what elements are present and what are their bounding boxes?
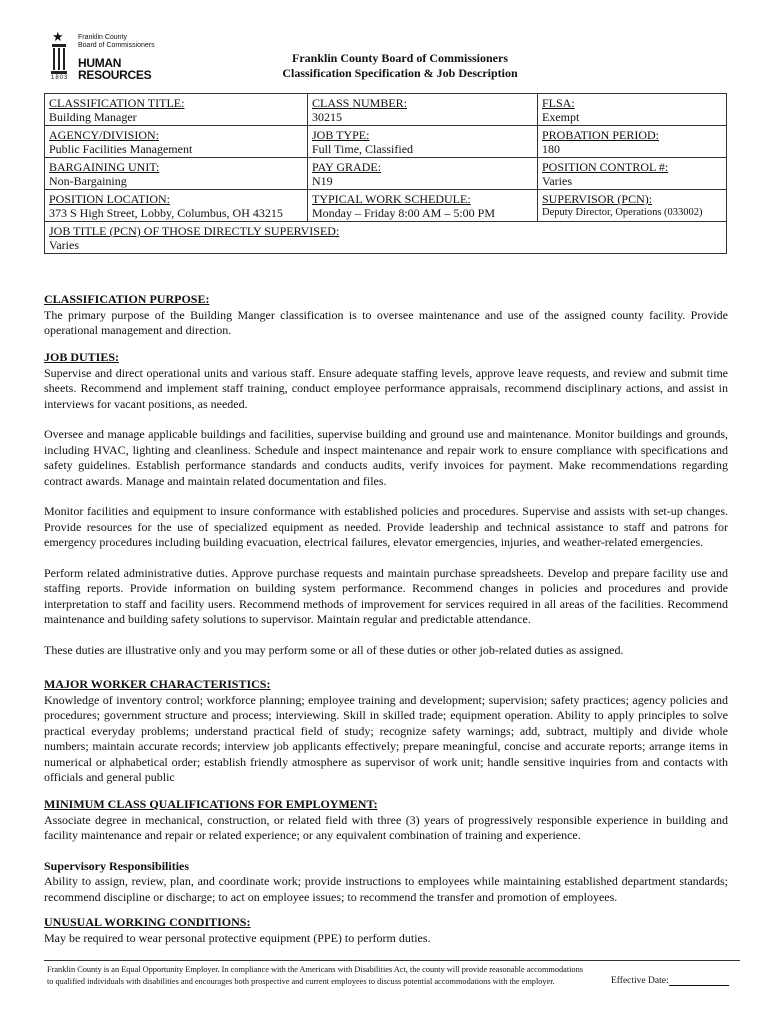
probation-period-label: PROBATION PERIOD: [542,128,660,142]
probation-period-value: 180 [542,142,560,156]
purpose-text: The primary purpose of the Building Manger classification is to oversee maintenance and use of the assigned county facility. Provide operational management and direction. [44,307,728,337]
cell-classification-title: CLASSIFICATION TITLE: Building Manager [45,94,308,126]
major-worker-characteristics-section [44,677,728,786]
supervisory-responsibilities-title: Supervisory Responsibilities [44,858,190,873]
directly-supervised-value: Varies [49,238,79,252]
classification-title-label: CLASSIFICATION TITLE [49,96,182,110]
class-number-label: CLASS NUMBER: [312,96,408,110]
position-control-label: POSITION CONTROL #: [542,160,669,174]
cell-directly-supervised [45,222,727,254]
duty-paragraph: Supervise and direct operational units and various staff. Ensure adequate staffing levels, approve leave requests, and review and submit time sheets. Recommend and implement staff training, conduct employee performance appraisals, recommend disciplinary actions, and assist in interviews for vacant positions, as needed. [44,365,728,411]
cell-class-number [308,94,538,126]
effective-date-blank [669,976,729,986]
section-title: UNUSUAL WORKING CONDITIONS: [44,915,251,929]
courthouse-icon [50,42,68,76]
characteristics-text: Knowledge of inventory control; workforce planning; employee training and development; supervision; safety practices; agency policies and procedures; government structure and process; interviewing. Skill in skilled trade; equipment operation. Ability to apply principles to solve practical everyday problems; understand practical field of study; recognize safety warnings; add, subtract, multiply and divide whole numbers; maintain accurate records; interview job applicants effectively; prepare meaningful, concise and accurate reports; arrange items in numerical or alphabetical order; establish friendly atmosphere as supervisor of work unit; handle sensitive inquiries from and contacts with officials and general public [44,692,728,784]
bargaining-unit-value: Non-Bargaining [49,174,127,188]
supervisor-value: Deputy Director, Operations (033002) [542,207,703,218]
classification-title-value: Building Manager [49,110,137,124]
duty-paragraph: These duties are illustrative only and you may perform some or all of these duties or other job-related duties as assigned. [44,642,624,657]
classification-purpose-section [44,292,728,339]
position-control-value: Varies [542,174,572,188]
cell-pay-grade [308,158,538,190]
pay-grade-value: N19 [312,174,333,188]
cell-bargaining-unit [45,158,308,190]
cell-agency-division: AGENCY/DIVISION: Public Facilities Management [45,126,308,158]
cell-supervisor [538,190,727,222]
star-icon: ★ [52,29,64,44]
work-schedule-label: TYPICAL WORK SCHEDULE: [312,192,471,206]
supervisory-responsibilities-text: Ability to assign, review, plan, and coordinate work; provide instructions to employees while maintaining established department standards; recommend discipline or discharge; to act on employee issues; to recommend the transfer and promotion of employees. [44,874,728,904]
cell-flsa [538,94,727,126]
supervisor-label: SUPERVISOR (PCN): [542,192,653,206]
job-duties-section [44,350,728,658]
logo-year: 1803 [51,75,69,81]
bargaining-unit-label: BARGAINING UNIT: [49,160,160,174]
minimum-qualifications-section [44,797,728,905]
flsa-value: Exempt [542,110,580,124]
cell-probation-period [538,126,727,158]
logo-county: Franklin County [78,34,128,41]
pay-grade-label: PAY GRADE: [312,160,382,174]
duty-paragraph: Perform related administrative duties. Approve purchase requests and maintain purchase spreadsheets. Develop and prepare facility use and staffing reports. Provide information on building system performance. Recommend changes in policies and procedures and provide interpretation to staff and facility users. Recommend methods of improvement for services required in all areas of the facilities. Recommend maintenance and building safety solutions to supervisor. Maintain regular and predictable attendance. [44,565,728,626]
job-type-label: JOB TYPE: [312,128,370,142]
section-title: MAJOR WORKER CHARACTERISTICS: [44,677,271,691]
cell-position-location [45,190,308,222]
footer-divider [44,960,740,961]
position-location-value: 373 S High Street, Lobby, Columbus, OH 43215 [49,206,283,220]
cell-work-schedule [308,190,538,222]
eeo-statement: Franklin County is an Equal Opportunity Employer. In compliance with the Americans with Disabilities Act, the county will provide reasonable accommodations to qualified individuals with disabilities and encourages both prospective and current employees to discuss potential accommodations with the employer. [47,965,583,986]
section-title: JOB DUTIES: [44,350,120,364]
cell-position-control [538,158,727,190]
section-title: CLASSIFICATION PURPOSE: [44,292,210,306]
flsa-label: FLSA: [542,96,575,110]
conditions-text: May be required to wear personal protective equipment (PPE) to perform duties. [44,930,431,945]
logo-board: Board of Commissioners [78,42,155,49]
agency-division-label: AGENCY/DIVISION [49,128,156,142]
hr-logo [48,30,188,82]
document-org: Franklin County Board of Commissioners [291,51,509,65]
class-number-value: 30215 [312,110,342,124]
cell-job-type [308,126,538,158]
job-type-value: Full Time, Classified [312,142,414,156]
work-schedule-value: Monday – Friday 8:00 AM – 5:00 PM [312,206,496,220]
effective-date [611,976,729,986]
document-title: Classification Specification & Job Description [282,66,518,80]
duty-paragraph: Monitor facilities and equipment to insure conformance with established policies and procedures. Supervise and assists with set-up changes. Provide resources for the use of specialized equipment as needed. Provide leadership and technical assistance to staff and patrons for emergency procedures including building evacuation, electrical failures, elevator emergencies, injuries, and weather-related emergencies. [44,504,728,549]
classification-table [44,93,727,254]
unusual-working-conditions-section [44,915,728,946]
position-location-label: POSITION LOCATION: [49,192,170,206]
logo-title: HUMAN RESOURCES [78,56,152,82]
section-title: MINIMUM CLASS QUALIFICATIONS FOR EMPLOYMENT: [44,797,378,811]
duty-paragraph: Oversee and manage applicable buildings and facilities, supervise building and ground use and maintenance. Monitor buildings and grounds, including HVAC, lighting and cleanliness. Schedule and inspect maintenance and repair work to ensure compliance with specifications and safety guidelines. Establish performance standards and conducts audits, verify invoices for payment. Make recommendations regarding contract awards. Manage and maintain related documentation and files. [44,427,728,488]
agency-division-value: Public Facilities Management [49,142,193,156]
effective-date-label: Effective Date: [611,976,669,986]
qualifications-text: Associate degree in mechanical, construction, or related field with three (3) years of progressively responsible experience in building and facility maintenance and repair or related experience; or any equivalent combination of training and experience. [44,812,728,842]
directly-supervised-label: JOB TITLE (PCN) OF THOSE DIRECTLY SUPERVISED: [49,224,340,238]
